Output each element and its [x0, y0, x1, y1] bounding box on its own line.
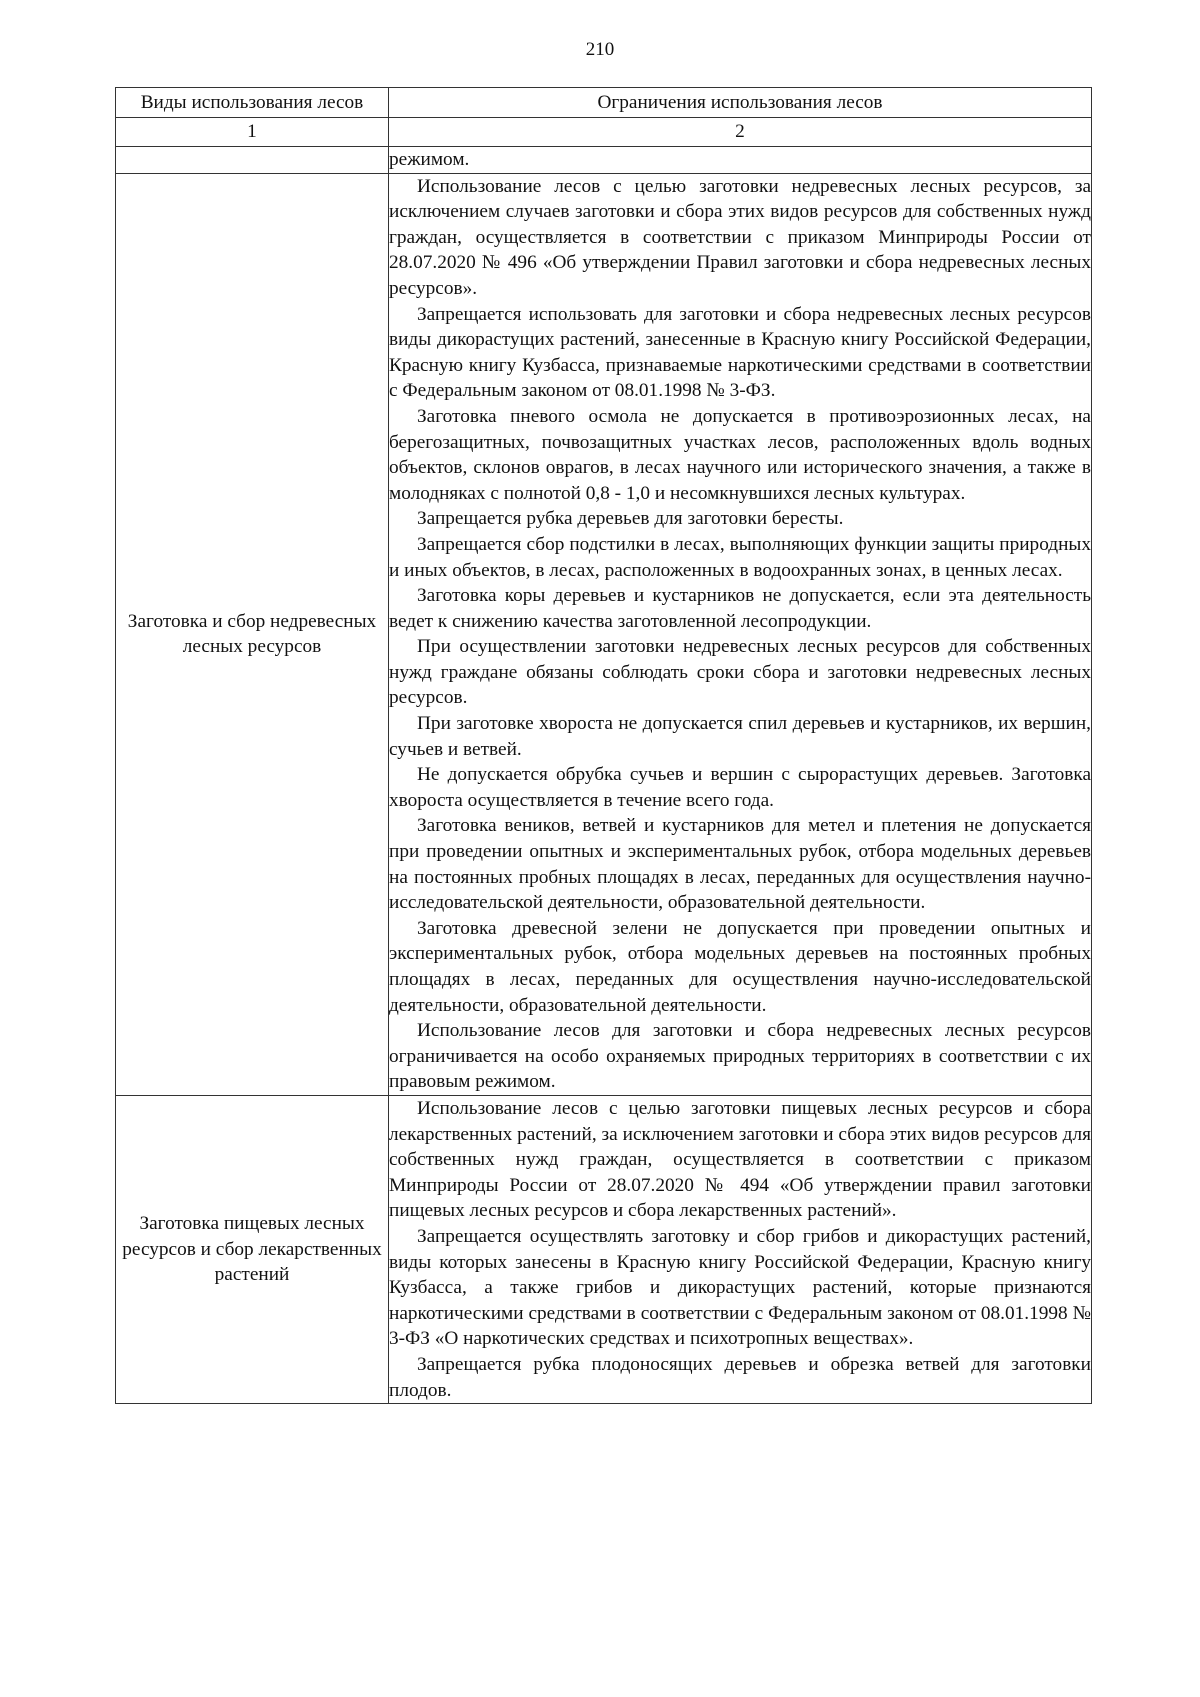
restriction-paragraph: Заготовка пневого осмола не допускается в противоэрозионных лесах, на берегозащитных, почвозащитных участках лесов, расположенных вдоль водных объектов, склонов оврагов, в лесах научного или исторического значения, а также в молодняках с полнотой 0,8 - 1,0 и несомкнувшихся лесных культурах. — [389, 405, 1091, 504]
continuation-text-cell — [389, 147, 1092, 174]
continuation-row — [116, 147, 1092, 174]
restriction-paragraph: Запрещается рубка деревьев для заготовки бересты. — [417, 508, 844, 530]
restriction-paragraph: Использование лесов для заготовки и сбора недревесных лесных ресурсов ограничивается на особо охраняемых природных территориях в соответствии с их правовым режимом. — [389, 1020, 1091, 1093]
forest-use-restrictions-table — [115, 87, 1092, 1404]
restriction-paragraph: Запрещается использовать для заготовки и сбора недревесных лесных ресурсов виды дикорастущих растений, занесенные в Красную книгу Российской Федерации, Красную книгу Кузбасса, признаваемые наркотическими средствами в соответствии с Федеральным законом от 08.01.1998 № 3-ФЗ. — [389, 303, 1091, 402]
restriction-paragraph: Заготовка веников, ветвей и кустарников для метел и плетения не допускается при проведении опытных и экспериментальных рубок, отбора модельных деревьев на постоянных пробных площадях в лесах, переданных для осуществления научно-исследовательской деятельности, образовательной деятельности. — [389, 815, 1091, 914]
restriction-paragraph: Использование лесов с целью заготовки пищевых лесных ресурсов и сбора лекарственных растений, за исключением заготовки и сбора этих видов ресурсов для собственных нужд граждан, осуществляется в соответствии с приказом Минприроды России от 28.07.2020 № 494 «Об утверждении правил заготовки пищевых лесных ресурсов и сбора лекарственных растений». — [389, 1097, 1091, 1222]
column-header-usage-types: Виды использования лесов — [116, 88, 389, 118]
continuation-label-cell — [116, 147, 389, 174]
restriction-paragraph: Не допускается обрубка сучьев и вершин с сырорастущих деревьев. Заготовка хвороста осуществляется в течение всего года. — [389, 764, 1091, 811]
restriction-paragraph: Запрещается сбор подстилки в лесах, выполняющих функции защиты природных и иных объектов, в лесах, расположенных в водоохранных зонах, в ценных лесах. — [389, 533, 1091, 581]
restriction-paragraph: При заготовке хвороста не допускается спил деревьев и кустарников, их вершин, сучьев и ветвей. — [389, 713, 1091, 760]
restrictions-cell — [389, 173, 1092, 1095]
continuation-paragraph: режимом. — [389, 149, 470, 170]
table-row — [116, 1095, 1092, 1403]
usage-type-cell: Заготовка и сбор недревесных лесных ресурсов — [116, 173, 389, 1095]
column-number-1: 1 — [116, 118, 389, 147]
restriction-paragraph: При осуществлении заготовки недревесных лесных ресурсов для собственных нужд граждане обязаны соблюдать сроки сбора и заготовки недревесных лесных ресурсов. — [389, 636, 1091, 709]
restriction-paragraph: Заготовка древесной зелени не допускается при проведении опытных и экспериментальных рубок, отбора модельных деревьев на постоянных пробных площадях в лесах, переданных для осуществления научно-исследовательской деятельности, образовательной деятельности. — [389, 917, 1091, 1016]
column-header-restrictions: Ограничения использования лесов — [389, 88, 1092, 118]
restrictions-cell — [389, 1095, 1092, 1403]
restriction-paragraph: Запрещается осуществлять заготовку и сбор грибов и дикорастущих растений, виды которых занесены в Красную книгу Российской Федерации, Красную книгу Кузбасса, а также грибов и дикорастущих растений, которые признаются наркотическими средствами в соответствии с Федеральным законом от 08.01.1998 № 3-ФЗ «О наркотических средствах и психотропных веществах». — [389, 1225, 1091, 1350]
restriction-paragraph: Заготовка коры деревьев и кустарников не допускается, если эта деятельность ведет к снижению качества заготовленной лесопродукции. — [389, 585, 1091, 632]
column-number-row — [116, 118, 1092, 147]
table-header-row — [116, 88, 1092, 118]
restriction-paragraph: Запрещается рубка плодоносящих деревьев и обрезка ветвей для заготовки плодов. — [389, 1353, 1091, 1401]
usage-type-cell: Заготовка пищевых лесных ресурсов и сбор лекарственных растений — [116, 1095, 389, 1403]
column-number-2: 2 — [389, 118, 1092, 147]
page-number: 210 — [585, 39, 615, 60]
restriction-paragraph: Использование лесов с целью заготовки недревесных лесных ресурсов, за исключением случаев заготовки и сбора этих видов ресурсов для собственных нужд граждан, осуществляется в соответствии с приказом Минприроды России от 28.07.2020 № 496 «Об утверждении Правил заготовки и сбора недревесных лесных ресурсов». — [389, 175, 1091, 299]
table-row — [116, 173, 1092, 1095]
